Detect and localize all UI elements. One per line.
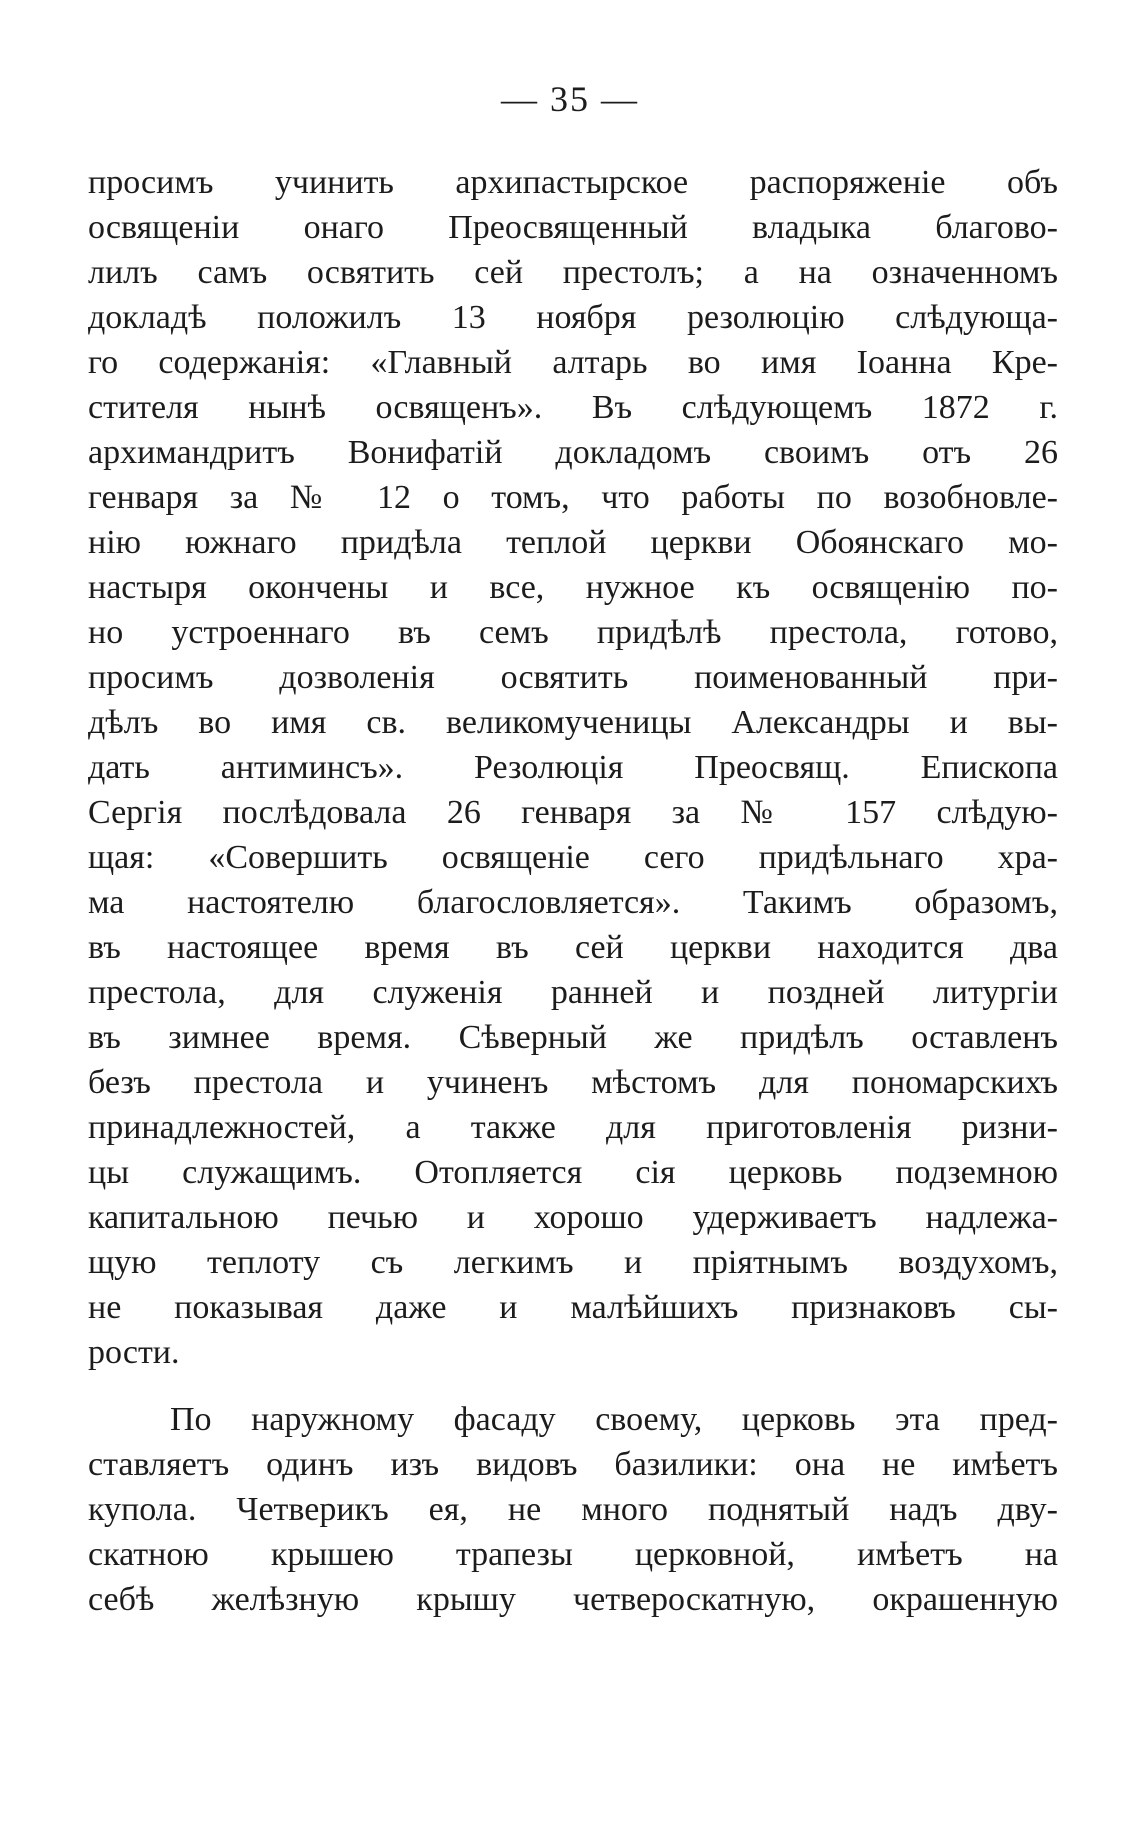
- paragraph: [88, 1397, 1058, 1622]
- text-line: себѣ желѣзную крышу четвероскатную, окрашенную: [88, 1581, 1058, 1618]
- text-line: дѣлъ во имя св. великомученицы Александры и вы-: [88, 704, 1058, 741]
- text-line: просимъ учинить архипастырское распоряженіе объ: [88, 164, 1058, 201]
- text-line: капитальною печью и хорошо удерживаетъ надлежа-: [88, 1199, 1058, 1236]
- paragraph: [88, 160, 1058, 1375]
- text-line: докладѣ положилъ 13 ноября резолюцію слѣдующа-: [88, 299, 1058, 336]
- text-line: не показывая даже и малѣйшихъ признаковъ сы-: [88, 1289, 1058, 1326]
- text-line: въ настоящее время въ сей церкви находится два: [88, 929, 1058, 966]
- text-line: По наружному фасаду своему, церковь эта пред-: [170, 1401, 1058, 1438]
- body-text: [88, 160, 1058, 1622]
- text-line: настыря окончены и все, нужное къ освященію по-: [88, 569, 1058, 606]
- text-line: освященіи онаго Преосвященный владыка благово-: [88, 209, 1058, 246]
- text-line: лилъ самъ освятить сей престолъ; а на означенномъ: [88, 254, 1058, 291]
- text-line: купола. Четверикъ ея, не много поднятый надъ дву-: [88, 1491, 1058, 1528]
- page-number: — 35 —: [501, 79, 639, 119]
- text-line: ставляетъ одинъ изъ видовъ базилики: она не имѣетъ: [88, 1446, 1058, 1483]
- text-line: принадлежностей, а также для приготовленія ризни-: [88, 1109, 1058, 1146]
- text-line: ма настоятелю благословляется». Такимъ образомъ,: [88, 884, 1058, 921]
- text-line: го содержанія: «Главный алтарь во имя Іоанна Кре-: [88, 344, 1058, 381]
- text-line: архимандритъ Вонифатій докладомъ своимъ отъ 26: [88, 434, 1058, 471]
- text-line: дать антиминсъ». Резолюція Преосвящ. Епископа: [88, 749, 1058, 786]
- text-line: престола, для служенія ранней и поздней литургіи: [88, 974, 1058, 1011]
- text-line: въ зимнее время. Сѣверный же придѣлъ оставленъ: [88, 1019, 1058, 1056]
- text-line: скатною крышею трапезы церковной, имѣетъ на: [88, 1536, 1058, 1573]
- text-line: щую теплоту съ легкимъ и пріятнымъ воздухомъ,: [88, 1244, 1058, 1281]
- text-line: генваря за № 12 о томъ, что работы по возобновле-: [88, 479, 1058, 516]
- text-line: рости.: [88, 1334, 180, 1371]
- text-line: цы служащимъ. Отопляется сія церковь подземною: [88, 1154, 1058, 1191]
- paragraph-gap: [88, 1375, 1058, 1397]
- text-line: Сергія послѣдовала 26 генваря за № 157 слѣдую-: [88, 794, 1058, 831]
- text-line: безъ престола и учиненъ мѣстомъ для пономарскихъ: [88, 1064, 1058, 1101]
- text-line: но устроеннаго въ семъ придѣлѣ престола, готово,: [88, 614, 1058, 651]
- text-line: нію южнаго придѣла теплой церкви Обоянскаго мо-: [88, 524, 1058, 561]
- text-line: щая: «Совершить освященіе сего придѣльнаго хра-: [88, 839, 1058, 876]
- text-line: просимъ дозволенія освятить поименованный при-: [88, 659, 1058, 696]
- text-line: стителя нынѣ освященъ». Въ слѣдующемъ 1872 г.: [88, 389, 1058, 426]
